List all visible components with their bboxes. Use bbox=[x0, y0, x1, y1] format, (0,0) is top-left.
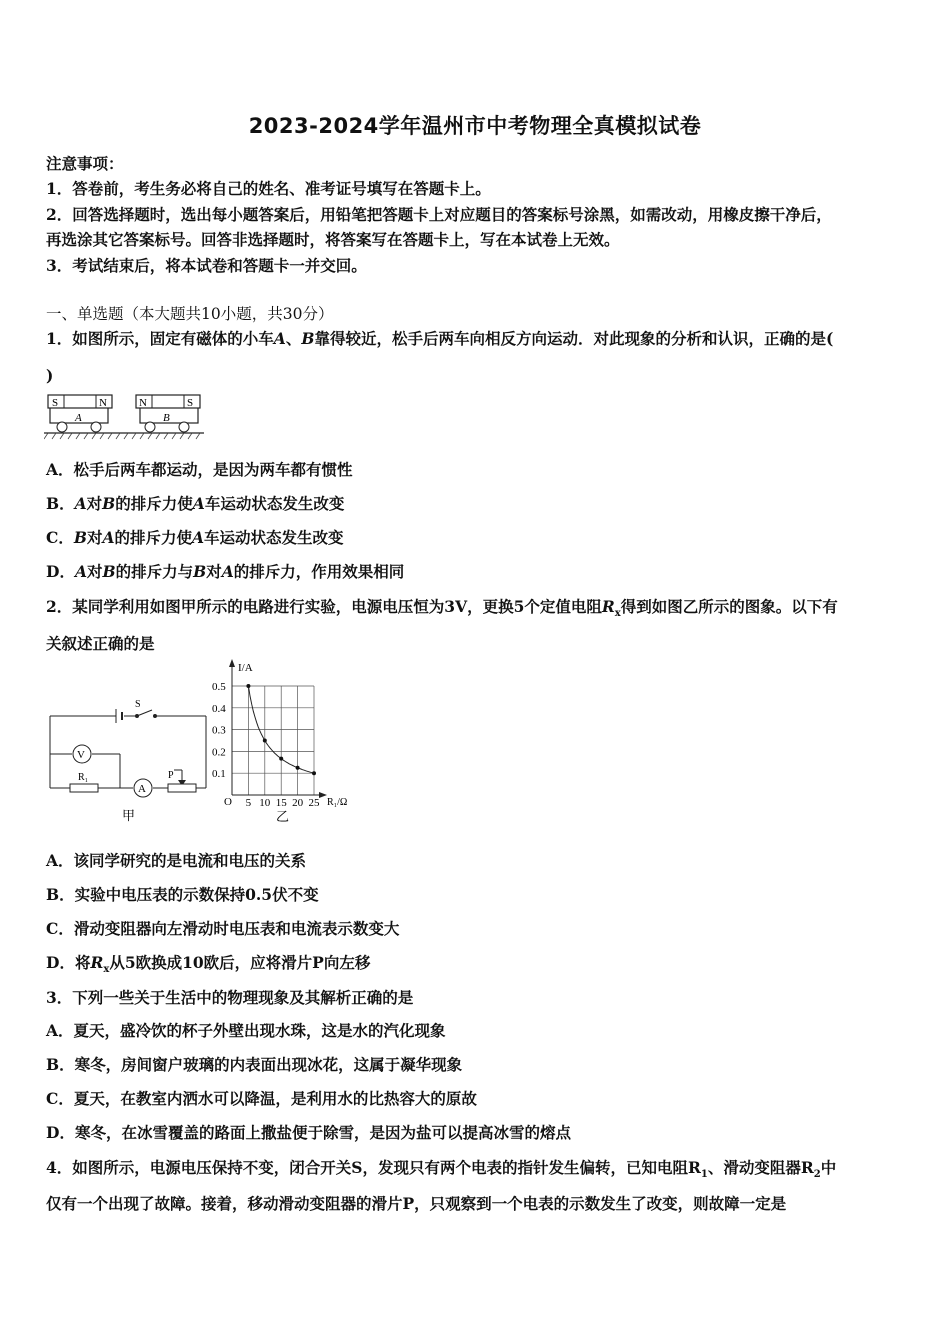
y-axis-arrow bbox=[229, 659, 235, 667]
x-tick-label: 5 bbox=[245, 797, 252, 809]
q1-option-b bbox=[46, 492, 344, 514]
cart-a-label: A bbox=[75, 412, 82, 424]
q1-c-pre: C． bbox=[46, 528, 74, 547]
q2-circuit-diagram bbox=[44, 696, 214, 828]
q2-option-d bbox=[46, 951, 370, 975]
q1-option-c bbox=[46, 526, 344, 548]
q1-option-d bbox=[46, 560, 404, 582]
q4-stem-line2: 仅有一个出现了故障。接着，移动滑动变阻器的滑片P，只观察到一个电表的示数发生了改变，则故障一定是 bbox=[46, 1194, 787, 1213]
q1-d-mid3: 对 bbox=[206, 562, 222, 581]
q1-d-a: A bbox=[74, 562, 87, 581]
rheostat-symbol bbox=[168, 784, 196, 792]
y-axis-label: I/A bbox=[238, 662, 253, 674]
q2-d-r: R bbox=[90, 953, 104, 972]
q1-b-mid2: 的排斥力使 bbox=[115, 494, 193, 513]
q3-option-a: A．夏天，盛冷饮的杯子外壁出现水珠，这是水的汽化现象 bbox=[46, 1021, 446, 1040]
q1-c-mid2: 的排斥力使 bbox=[114, 528, 193, 547]
origin-label: O bbox=[224, 796, 232, 808]
q1-d-mid1: 对 bbox=[86, 562, 103, 581]
data-point bbox=[246, 684, 250, 688]
q1-c-mid1: 对 bbox=[86, 528, 103, 547]
x-tick-labels bbox=[246, 797, 320, 809]
magnet-b-s-label: S bbox=[187, 397, 194, 409]
q2-r: R bbox=[601, 597, 615, 616]
graph-caption: 乙 bbox=[276, 809, 290, 824]
cart-b-wheel-right bbox=[179, 422, 189, 432]
resistor-symbol bbox=[70, 784, 98, 792]
y-tick-labels bbox=[212, 681, 226, 780]
notice-item-1: 1．答卷前，考生务必将自己的姓名、准考证号填写在答题卡上。 bbox=[46, 179, 491, 198]
x-tick-label: 20 bbox=[292, 797, 304, 809]
q1-carts-figure bbox=[44, 393, 206, 441]
ground-hatch bbox=[44, 433, 200, 439]
page-title: 2023-2024学年温州市中考物理全真模拟试卷 bbox=[248, 114, 702, 138]
q1-b-pre: B． bbox=[46, 494, 75, 513]
q2-stem-line2: 关叙述正确的是 bbox=[46, 634, 155, 653]
graph-grid bbox=[232, 686, 314, 795]
q2-d-pre: D．将 bbox=[46, 953, 91, 972]
notice-heading: 注意事项： bbox=[46, 154, 124, 173]
data-point bbox=[279, 757, 283, 761]
q1-d-b: B bbox=[102, 562, 116, 581]
section-heading: 一、单选题（本大题共10小题，共30分） bbox=[46, 305, 334, 323]
q4-stem bbox=[46, 1156, 836, 1180]
q2-r-sub: x bbox=[614, 608, 621, 620]
voltmeter-label: V bbox=[77, 749, 85, 761]
switch-label: S bbox=[135, 699, 141, 710]
q1-d-mid2: 的排斥力与 bbox=[115, 562, 194, 581]
magnet-b-n-label: N bbox=[139, 397, 147, 409]
q1-b-a2: A bbox=[192, 494, 205, 513]
notice-item-2-cont: 再选涂其它答案标号。回答非选择题时，将答案写在答题卡上，写在本试卷上无效。 bbox=[46, 230, 620, 249]
y-tick-label: 0.2 bbox=[212, 746, 226, 759]
x-tick-label: 15 bbox=[275, 797, 287, 809]
data-point bbox=[263, 739, 267, 743]
q1-sep: 、 bbox=[285, 329, 302, 348]
q1-d-pre: D． bbox=[46, 562, 75, 581]
x-tick-label: 25 bbox=[308, 797, 320, 809]
notice-item-2: 2．回答选择题时，选出每小题答案后，用铅笔把答题卡上对应题目的答案标号涂黑，如需改动，用橡皮擦干净后， bbox=[46, 205, 832, 224]
data-point bbox=[296, 766, 300, 770]
q2-graph bbox=[205, 655, 370, 827]
q1-b-b: B bbox=[102, 494, 116, 513]
q4-stem-mid: 、滑动变阻器R bbox=[707, 1158, 814, 1177]
circuit-caption: 甲 bbox=[122, 808, 136, 823]
q2-option-b: B．实验中电压表的示数保持0.5伏不变 bbox=[46, 885, 319, 904]
q1-stem bbox=[46, 327, 833, 349]
y-tick-label: 0.5 bbox=[212, 681, 226, 693]
q1-car-a: A bbox=[273, 329, 286, 348]
q1-stem-close: ) bbox=[46, 366, 54, 385]
y-tick-label: 0.3 bbox=[212, 724, 226, 737]
q4-stem-post: 中 bbox=[820, 1158, 837, 1177]
cart-a-wheel-left bbox=[57, 422, 67, 432]
q1-c-b: B bbox=[73, 528, 87, 547]
notice-item-3: 3．考试结束后，将本试卷和答题卡一并交回。 bbox=[46, 256, 367, 275]
y-tick-label: 0.4 bbox=[212, 702, 226, 715]
q1-stem-pre: 1．如图所示，固定有磁体的小车 bbox=[46, 329, 274, 348]
q1-d-a2: A bbox=[221, 562, 234, 581]
q1-b-a: A bbox=[74, 494, 87, 513]
q4-stem-pre: 4．如图所示，电源电压保持不变，闭合开关S，发现只有两个电表的指针发生偏转，已知电阻R bbox=[46, 1158, 701, 1177]
q4-sub1: 1 bbox=[700, 1169, 708, 1181]
q2-stem-post: 得到如图乙所示的图象。以下有 bbox=[620, 597, 838, 616]
x-tick-label: 10 bbox=[259, 797, 271, 809]
q2-d-sub: x bbox=[103, 964, 110, 976]
q1-b-mid1: 对 bbox=[86, 494, 103, 513]
q1-d-post: 的排斥力，作用效果相同 bbox=[233, 562, 405, 581]
q4-sub2: 2 bbox=[813, 1169, 821, 1181]
magnet-a-n-label: N bbox=[99, 397, 107, 409]
q2-stem-pre: 2．某同学利用如图甲所示的电路进行实验，电源电压恒为3V，更换5个定值电阻 bbox=[46, 597, 602, 616]
data-point bbox=[312, 771, 316, 775]
q3-option-c: C．夏天，在教室内洒水可以降温，是利用水的比热容大的原故 bbox=[46, 1089, 477, 1108]
q1-d-b2: B bbox=[193, 562, 207, 581]
ammeter-label: A bbox=[138, 783, 146, 795]
q1-c-a: A bbox=[102, 528, 115, 547]
q1-car-b: B bbox=[301, 329, 315, 348]
q1-b-post: 车运动状态发生改变 bbox=[204, 494, 345, 513]
q2-stem bbox=[46, 595, 838, 619]
q2-option-c: C．滑动变阻器向左滑动时电压表和电流表示数变大 bbox=[46, 919, 400, 938]
y-tick-label: 0.1 bbox=[212, 768, 226, 781]
slider-label: P bbox=[168, 770, 174, 781]
q1-option-a: A．松手后两车都运动，是因为两车都有惯性 bbox=[46, 460, 353, 479]
q2-d-post: 从5欧换成10欧后，应将滑片P向左移 bbox=[109, 953, 371, 972]
cart-b-wheel-left bbox=[145, 422, 155, 432]
cart-b-label: B bbox=[163, 412, 170, 424]
magnet-a-s-label: S bbox=[52, 397, 59, 409]
q1-stem-post: 靠得较近，松手后两车向相反方向运动．对此现象的分析和认识，正确的是( bbox=[314, 329, 834, 348]
q3-option-d: D．寒冬，在冰雪覆盖的路面上撒盐便于除雪，是因为盐可以提高冰雪的熔点 bbox=[46, 1123, 571, 1142]
q3-option-b: B．寒冬，房间窗户玻璃的内表面出现冰花，这属于凝华现象 bbox=[46, 1055, 463, 1074]
q1-c-a2: A bbox=[192, 528, 205, 547]
q2-option-a: A．该同学研究的是电流和电压的关系 bbox=[46, 851, 307, 870]
cart-a-wheel-right bbox=[91, 422, 101, 432]
x-axis-arrow bbox=[319, 792, 327, 798]
q1-c-post: 车运动状态发生改变 bbox=[204, 528, 344, 547]
resistor-label: R₁ bbox=[78, 772, 89, 783]
q3-stem: 3．下列一些关于生活中的物理现象及其解析正确的是 bbox=[46, 988, 414, 1007]
x-axis-label: R₁/Ω bbox=[327, 797, 348, 808]
